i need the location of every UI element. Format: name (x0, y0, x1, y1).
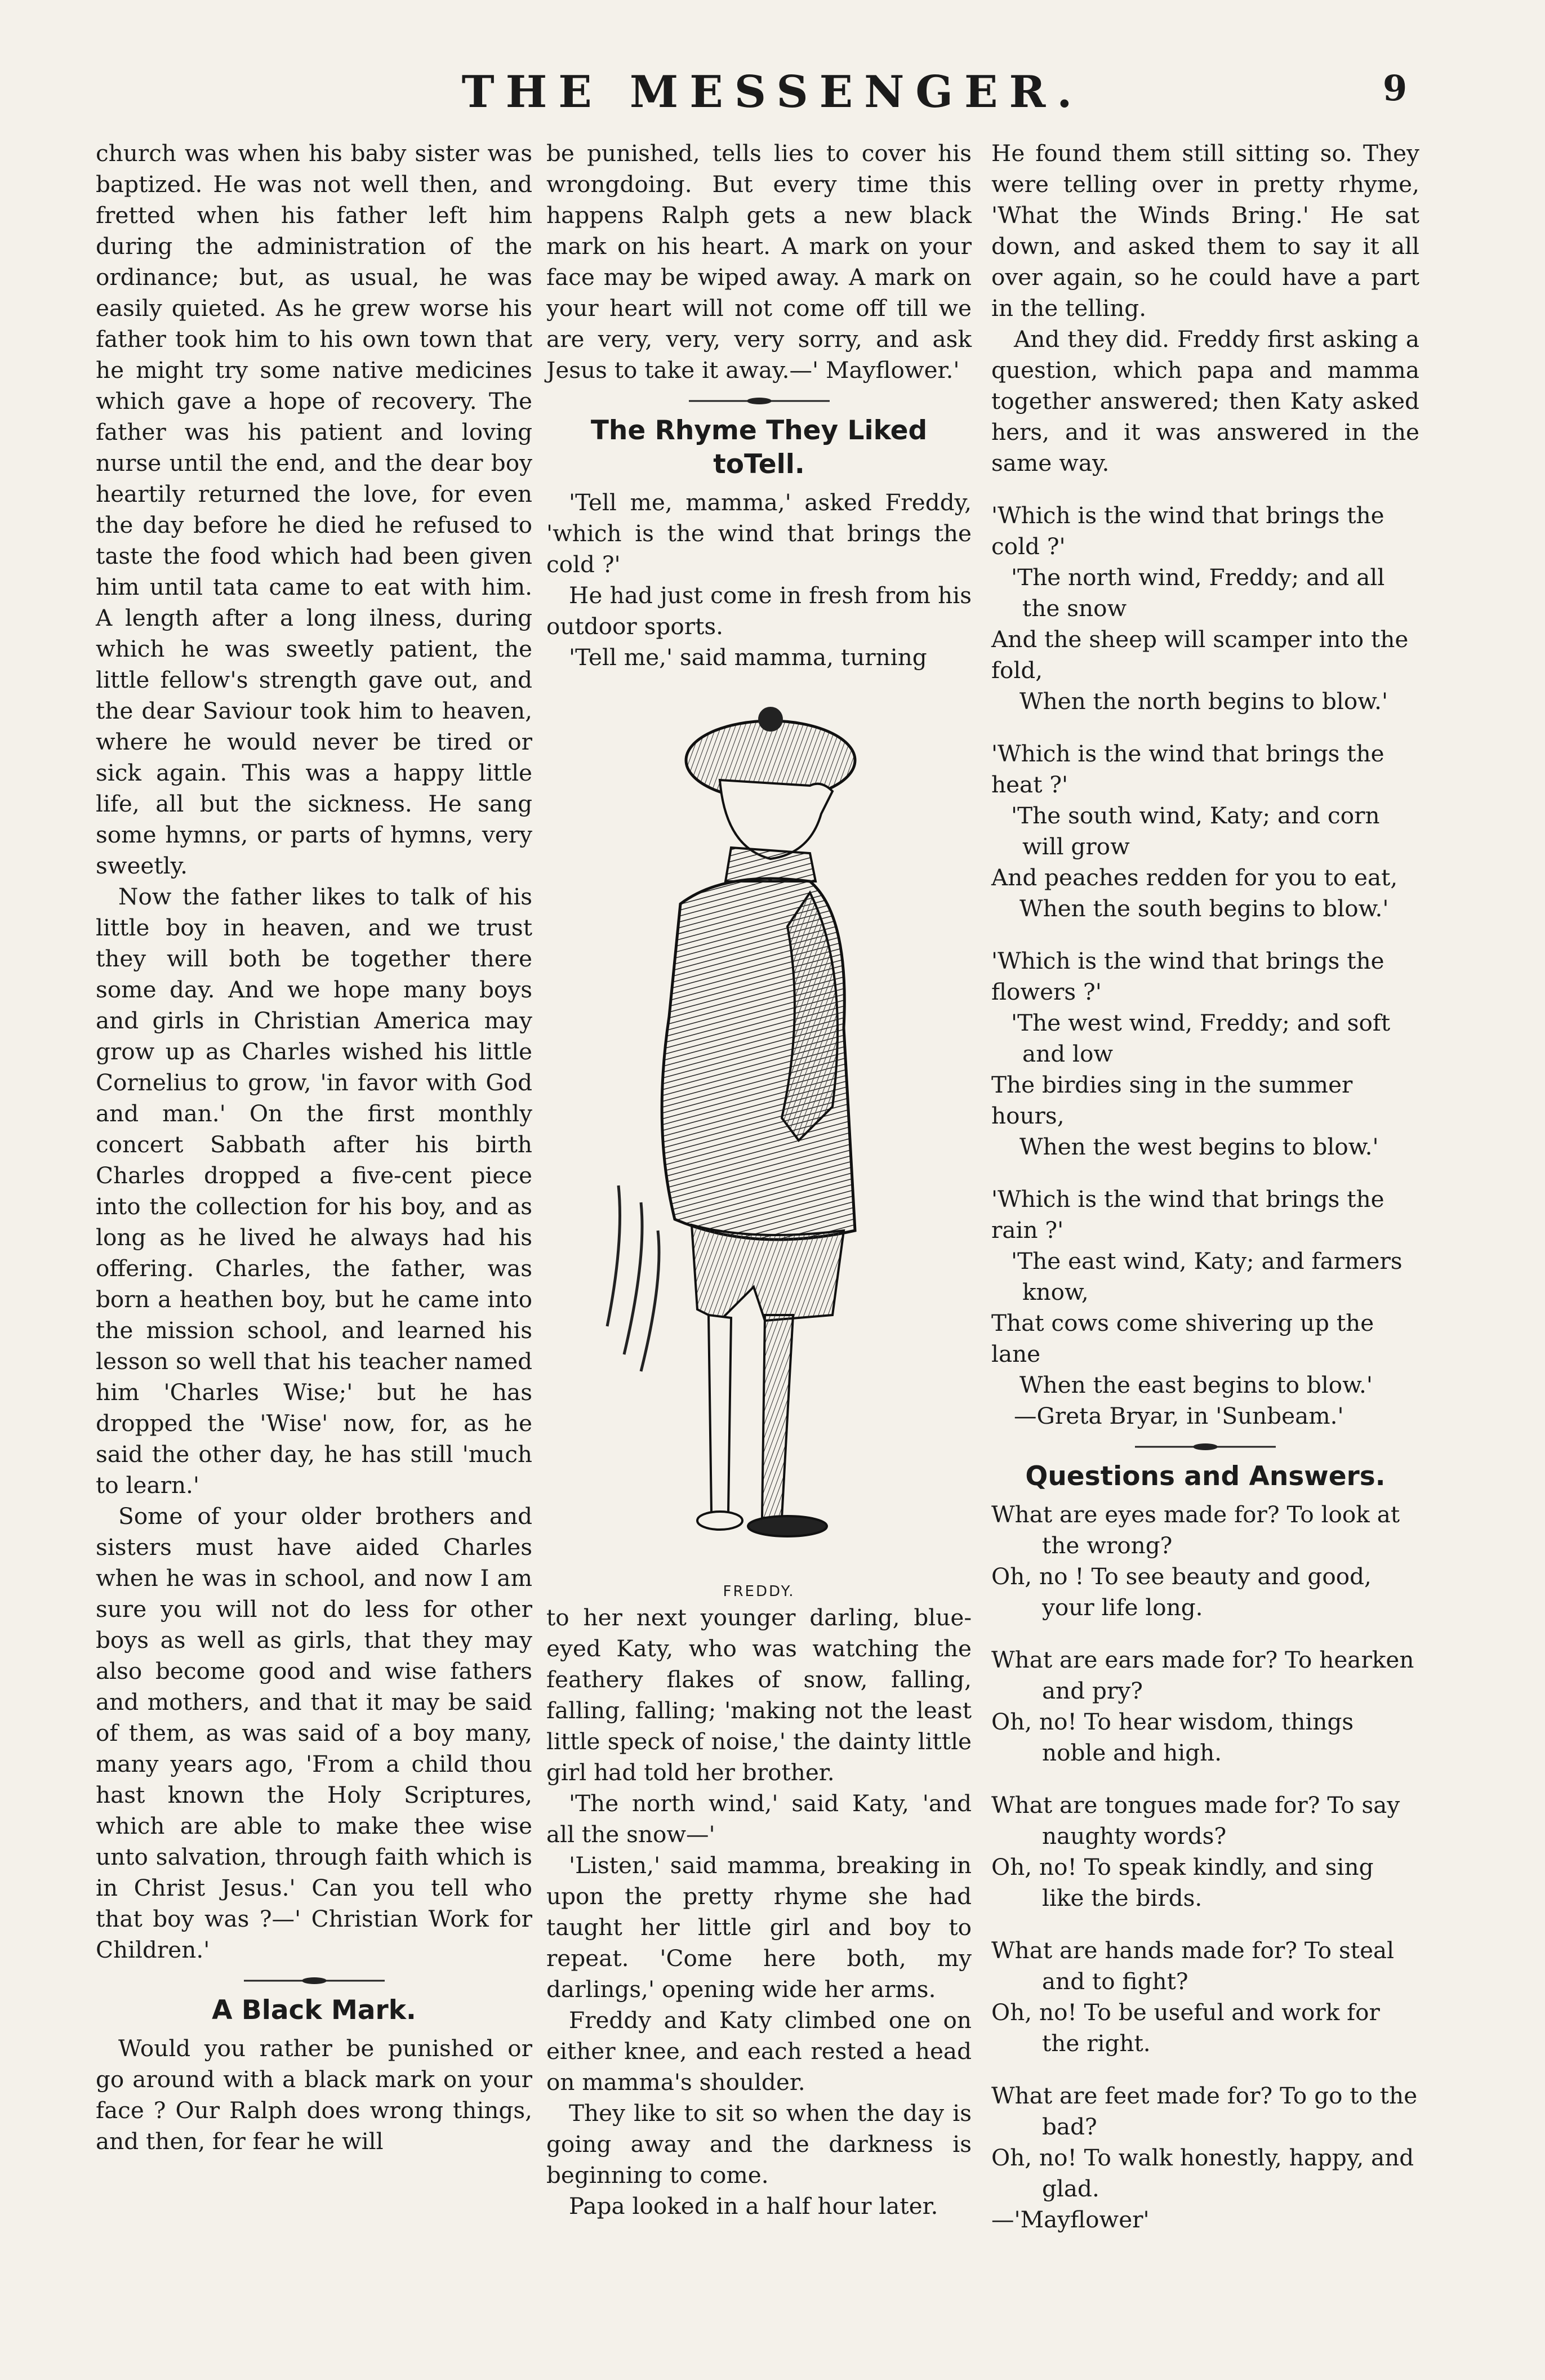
verse-line: When the south begins to blow.' (1019, 895, 1389, 922)
qa-question: What are feet made for? To go to the bad? (991, 2082, 1418, 2140)
qa-question: What are tongues made for? To say naughty words? (991, 1791, 1400, 1849)
rhyme-verse (991, 479, 1419, 1432)
article-paragraph: Now the father likes to talk of his little boy in heaven, and we trust they will both be together there some day. And we hope many boys and girls in Christian America may grow up as Charles wished his little Cornelius to grow, 'in favor with God and man.' On the first monthly concert Sabbath after his birth Charles dropped a five-cent piece into the collection for his boy, and as long as he lived he always had his offering. Charles, the father, was born a heathen boy, but he came into the mission school, and learned his lesson so well that his teacher named him 'Charles Wise;' but he has dropped the 'Wise' now, for, as he said the other day, he has still 'much to learn.' (96, 883, 532, 1499)
verse-line: 'The south wind, Katy; and corn will grow (1011, 802, 1380, 860)
article-paragraph: And they did. Freddy first asking a question, which papa and mamma together answered; then Katy asked hers, and it was answered in the same way. (991, 326, 1419, 476)
qa-question: What are eyes made for? To look at the wrong? (991, 1501, 1400, 1559)
article-paragraph: to her next younger darling, blue-eyed Katy, who was watching the feathery flakes of snow, falling, falling, falling; 'making not the least little speck of noise,' the dainty little girl had told her brother. (546, 1604, 972, 1786)
verse-line: When the east begins to blow.' (1019, 1371, 1373, 1398)
column-1 (96, 138, 532, 2157)
article-paragraph: He found them still sitting so. They were telling over in pretty rhyme, 'What the Winds Bring.' He sat down, and asked them to say it all over again, so he could have a part in the telling. (991, 140, 1419, 322)
verse-line: 'Which is the wind that brings the cold ?' (991, 502, 1384, 560)
verse-line: 'Which is the wind that brings the heat ?' (991, 740, 1384, 798)
verse-line: 'Which is the wind that brings the rain ?' (991, 1185, 1384, 1244)
verse-line: 'The west wind, Freddy; and soft and low (1011, 1009, 1391, 1067)
column-3 (991, 138, 1419, 2235)
heading-rhyme: The Rhyme They Liked toTell. (590, 415, 928, 480)
heading-questions: Questions and Answers. (1025, 1461, 1386, 1492)
column-2 (546, 138, 972, 2222)
figure-caption: FREDDY. (723, 1583, 795, 1600)
article-paragraph: Would you rather be punished or go around with a black mark on your face ? Our Ralph does wrong things, and then, for fear he will (96, 2035, 532, 2155)
heading-black-mark: A Black Mark. (212, 1995, 416, 2026)
article-paragraph: church was when his baby sister was baptized. He was not well then, and fretted when his father left him during the administration of the ordinance; but, as usual, he was easily quieted. As he grew worse his father took him to his own town that he might try some native medicines which gave a hope of recovery. The father was his patient and loving nurse until the end, and the dear boy heartily returned the love, for even the day before he died he refused to taste the food which had been given him until tata came to eat with him. A length after a long ilness, during which he was sweetly patient, the little fellow's strength gave out, and the dear Saviour took him to heaven, where he would never be tired or sick again. This was a happy little life, all but the sickness. He sang some hymns, or parts of hymns, very sweetly. (96, 140, 532, 879)
qa-question: What are ears made for? To hearken and pry? (991, 1646, 1414, 1704)
section-rule (1135, 1442, 1276, 1452)
qa-question: What are hands made for? To steal and to fight? (991, 1937, 1395, 1995)
qa-answer: Oh, no! To walk honestly, happy, and glad. (991, 2144, 1414, 2202)
qa-attribution: —'Mayflower' (991, 2206, 1150, 2233)
qa-answer: Oh, no ! To see beauty and good, your life long. (991, 1563, 1372, 1621)
article-paragraph: be punished, tells lies to cover his wrongdoing. But every time this happens Ralph gets a new black mark on his heart. A mark on your face may be wiped away. A mark on your heart will not come off till we are very, very, very sorry, and ask Jesus to take it away.—' Mayflower.' (546, 140, 972, 384)
verse-line: 'Which is the wind that brings the flowers ?' (991, 947, 1384, 1005)
verse-line: 'The east wind, Katy; and farmers know, (1011, 1247, 1402, 1305)
article-paragraph: 'Tell me, mamma,' asked Freddy, 'which is the wind that brings the cold ?' (546, 489, 972, 578)
article-paragraph: 'The north wind,' said Katy, 'and all the snow—' (546, 1790, 972, 1848)
verse-line: 'The north wind, Freddy; and all the snow (1011, 564, 1385, 622)
page-number: 9 (1383, 68, 1408, 109)
verse-line: And peaches redden for you to eat, (991, 864, 1398, 891)
article-paragraph: They like to sit so when the day is going away and the darkness is beginning to come. (546, 2100, 972, 2189)
verse-attribution: —Greta Bryar, in 'Sunbeam.' (1014, 1402, 1344, 1429)
article-paragraph: Papa looked in a half hour later. (569, 2192, 938, 2219)
article-paragraph: He had just come in fresh from his outdoor sports. (546, 582, 972, 640)
freddy-engraving (585, 679, 934, 1580)
verse-line: That cows come shivering up the lane (991, 1309, 1374, 1367)
questions-answers (991, 1499, 1419, 2235)
qa-answer: Oh, no! To be useful and work for the right. (991, 1999, 1380, 2057)
masthead-title: THE MESSENGER. (461, 66, 1084, 118)
qa-answer: Oh, no! To speak kindly, and sing like the birds. (991, 1853, 1374, 1911)
freddy-illustration (546, 679, 972, 1602)
verse-line: And the sheep will scamper into the fold, (991, 626, 1409, 684)
article-paragraph: 'Listen,' said mamma, breaking in upon the pretty rhyme she had taught her little girl and boy to repeat. 'Come here both, my darlings,' opening wide her arms. (546, 1852, 972, 2003)
verse-line: When the west begins to blow.' (1019, 1133, 1379, 1160)
section-rule (244, 1976, 385, 1986)
verse-line: When the north begins to blow.' (1019, 688, 1388, 715)
article-paragraph: Freddy and Katy climbed one on either knee, and each rested a head on mamma's shoulder. (546, 2007, 972, 2096)
article-paragraph: 'Tell me,' said mamma, turning (569, 644, 927, 671)
article-paragraph: Some of your older brothers and sisters must have aided Charles when he was in school, and now I am sure you will not do less for other boys as well as girls, that they may also become good and wise fathers and mothers, and that it may be said of them, as was said of a boy many, many years ago, 'From a child thou hast known the Holy Scriptures, which are able to make thee wise unto salvation, through faith which is in Christ Jesus.' Can you tell who that boy was ?—' Christian Work for Children.' (96, 1503, 532, 1963)
qa-answer: Oh, no! To hear wisdom, things noble and high. (991, 1708, 1354, 1766)
verse-line: The birdies sing in the summer hours, (991, 1071, 1353, 1129)
section-rule (689, 396, 830, 406)
